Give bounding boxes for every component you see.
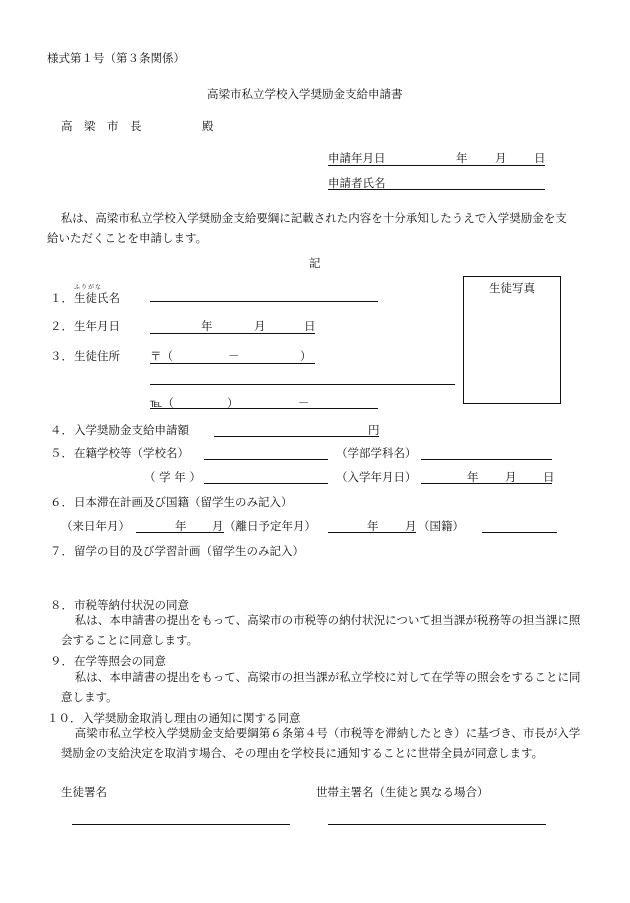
form-number: 様式第１号（第３条関係） [47,51,185,65]
phone-field[interactable] [150,408,378,409]
item-6-label: 日本滞在計画及び国籍（留学生のみ記入） [74,495,293,509]
birth-year-unit: 年 [201,319,213,333]
entry-date-field[interactable] [421,483,552,484]
departure-label: （離日予定年月） [224,519,316,533]
item-1-number: １． [50,291,73,305]
address-field[interactable] [150,384,455,385]
application-date-month-unit: 月 [495,151,507,165]
departure-year-unit: 年 [367,519,379,533]
item-6-number: ６． [50,495,73,509]
student-signature-label: 生徒署名 [61,785,107,799]
item-3-number: ３． [50,349,73,363]
entry-day-unit: 日 [543,470,555,484]
department-label: （学部学科名） [336,446,417,460]
item-7-label: 留学の目的及び学習計画（留学生のみ記入） [74,544,304,558]
item-9-number: ９． [50,654,73,668]
item-4-label: 入学奨励金支給申請額 [74,423,189,437]
entry-date-label: （入学年月日） [336,470,417,484]
item-3-label: 生徒住所 [74,349,120,363]
item-1-label: 生徒氏名 [74,291,120,305]
birth-month-unit: 月 [254,319,266,333]
entry-year-unit: 年 [467,470,479,484]
item-5-label: 在籍学校等（学校名） [74,446,189,460]
document-title: 高梁市私立学校入学奨励金支給申請書 [207,87,403,101]
tel-open: ℡（ [150,396,174,410]
grade-field[interactable] [204,483,328,484]
student-photo-label: 生徒写真 [489,281,535,295]
item-2-number: ２． [50,319,73,333]
student-photo-box[interactable] [463,276,561,404]
item-1-ruby: ふりがな [74,284,103,291]
department-field[interactable] [421,459,552,460]
item-10-number: １０． [47,711,82,725]
head-signature-label: 世帯主署名（生徒と異なる場合） [316,785,489,799]
departure-date-field[interactable] [328,532,416,533]
nationality-label: （国籍） [418,519,464,533]
arrival-date-field[interactable] [136,532,224,533]
item-9-text: 私は、本申請書の提出をもって、高梁市の担当課が私立学校に対して在学等の照会をすることに同意します。 [61,670,581,704]
item-8-number: ８． [50,598,73,612]
item-7-number: ７． [50,544,73,558]
grade-label: （ 学 年 ） [144,470,201,484]
birth-date-field[interactable] [150,333,315,334]
applicant-name-label: 申請者氏名 [328,176,386,190]
arrival-label: （来日年月） [61,519,130,533]
item-9-label: 在学等照会の同意 [74,654,166,668]
addressee: 高 梁 市 長 [61,119,142,133]
amount-unit: 円 [368,423,380,437]
entry-month-unit: 月 [505,470,517,484]
postal-close: ） [300,349,312,363]
item-5-number: ５． [50,446,73,460]
school-name-field[interactable] [204,459,328,460]
postal-code-field[interactable] [150,363,315,364]
departure-month-unit: 月 [405,519,417,533]
head-signature-field[interactable] [328,824,546,825]
item-2-label: 生年月日 [74,319,120,333]
student-name-field[interactable] [150,301,378,302]
nationality-field[interactable] [482,532,557,533]
arrival-year-unit: 年 [175,519,187,533]
postal-open: 〒（ [150,349,173,363]
item-8-label: 市税等納付状況の同意 [74,598,189,612]
tel-close: ） [227,396,239,410]
application-date-year-unit: 年 [456,151,468,165]
intro-paragraph: 私は、高梁市私立学校入学奨励金支給要綱に記載された内容を十分承知したうえで入学奨励金を支給いただくことを申請します。 [47,211,567,245]
item-8-text: 私は、本申請書の提出をもって、高梁市の市税等の納付状況について担当課が税務等の担当課に照会することに同意します。 [61,613,581,647]
application-date-day-unit: 日 [534,151,546,165]
postal-dash: － [228,349,240,363]
tel-dash: － [298,396,310,410]
ki-label: 記 [309,256,321,270]
student-signature-field[interactable] [72,824,290,825]
birth-day-unit: 日 [304,319,316,333]
item-10-label: 入学奨励金取消し理由の通知に関する同意 [82,711,301,725]
item-4-number: ４． [50,423,73,437]
arrival-month-unit: 月 [212,519,224,533]
applicant-name-field[interactable] [328,189,545,190]
application-date-label: 申請年月日 [328,151,386,165]
item-10-text: 高梁市私立学校入学奨励金支給要綱第６条第４号（市税等を滞納したとき）に基づき、市長が入学奨励金の支給決定を取消す場合、その理由を学校長に通知することに世帯全員が同意します。 [61,726,581,760]
application-date-field[interactable] [328,165,545,166]
amount-field[interactable] [214,436,379,437]
addressee-suffix: 殿 [202,119,214,133]
